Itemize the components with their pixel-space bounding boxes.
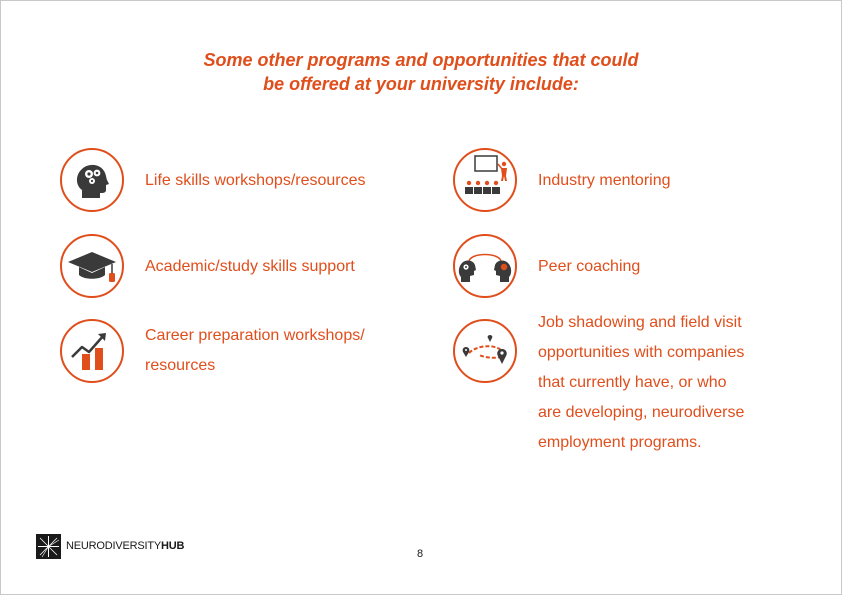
- logo-mark-icon: [36, 534, 61, 559]
- title-line-1: Some other programs and opportunities that could: [203, 50, 639, 70]
- item-label: Life skills workshops/resources: [145, 172, 366, 189]
- item-label-line: Career preparation workshops/: [145, 327, 365, 344]
- map-route-icon: [453, 319, 517, 383]
- graduation-cap-icon: [60, 234, 124, 298]
- growth-chart-icon: [60, 319, 124, 383]
- item-label-line: that currently have, or who: [538, 374, 727, 391]
- item-label: Academic/study skills support: [145, 258, 355, 275]
- logo-text-bold: HUB: [161, 540, 185, 552]
- item-label-line: are developing, neurodiverse: [538, 404, 745, 421]
- page-number: 8: [416, 548, 424, 560]
- item-label-line: employment programs.: [538, 434, 702, 451]
- item-label: [145, 321, 365, 381]
- logo-text: [66, 540, 184, 552]
- page-title: [0, 48, 842, 96]
- item-label: [538, 308, 744, 458]
- peer-heads-icon: [453, 234, 517, 298]
- title-line-2: be offered at your university include:: [263, 74, 579, 94]
- logo-text-regular: NEURODIVERSITY: [66, 540, 161, 552]
- neurodiversity-hub-logo: [36, 534, 196, 560]
- item-label-line: Job shadowing and field visit: [538, 314, 742, 331]
- item-label-line: opportunities with companies: [538, 344, 745, 361]
- item-label: Industry mentoring: [538, 172, 671, 189]
- item-label-line: resources: [145, 357, 216, 374]
- item-label: Peer coaching: [538, 258, 641, 275]
- presentation-audience-icon: [453, 148, 517, 212]
- head-gears-icon: [60, 148, 124, 212]
